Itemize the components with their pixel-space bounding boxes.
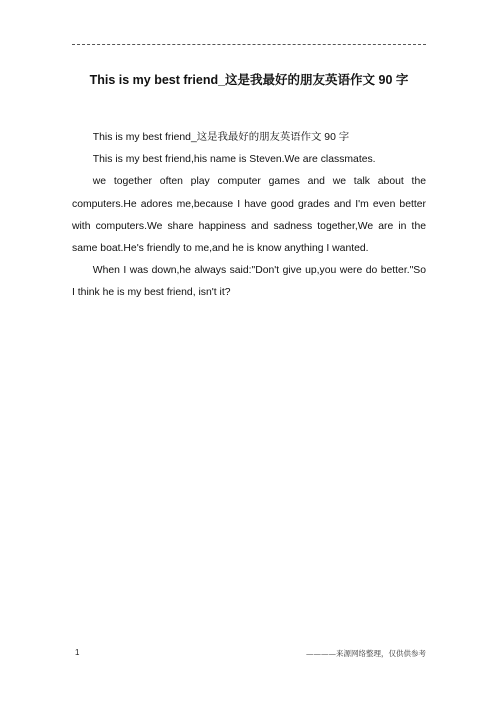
- paragraph-intro: This is my best friend,his name is Steven.We are classmates.: [92, 154, 376, 166]
- document-title: This is my best friend_这是我最好的朋友英语作文 90 字: [89, 73, 409, 87]
- paragraph-description: we together often play computer games and we talk about the computers.He adores me,because I have good grades and I'm even better with computers.We share happiness and sadness together,We are in the same boat.He's friendly to me,and he is know anything I wanted.: [72, 176, 426, 255]
- page-number: 1: [75, 648, 80, 657]
- paragraph-conclusion: When I was down,he always said:"Don't give up,you were do better."So I think he is my best friend, isn't it?: [72, 265, 426, 299]
- footer-note: ————来源网络整理，仅供供参考: [306, 649, 426, 658]
- document-body: [72, 127, 426, 305]
- paragraph-subtitle: This is my best friend_这是我最好的朋友英语作文 90 字: [92, 132, 350, 143]
- header-rule: [72, 44, 426, 45]
